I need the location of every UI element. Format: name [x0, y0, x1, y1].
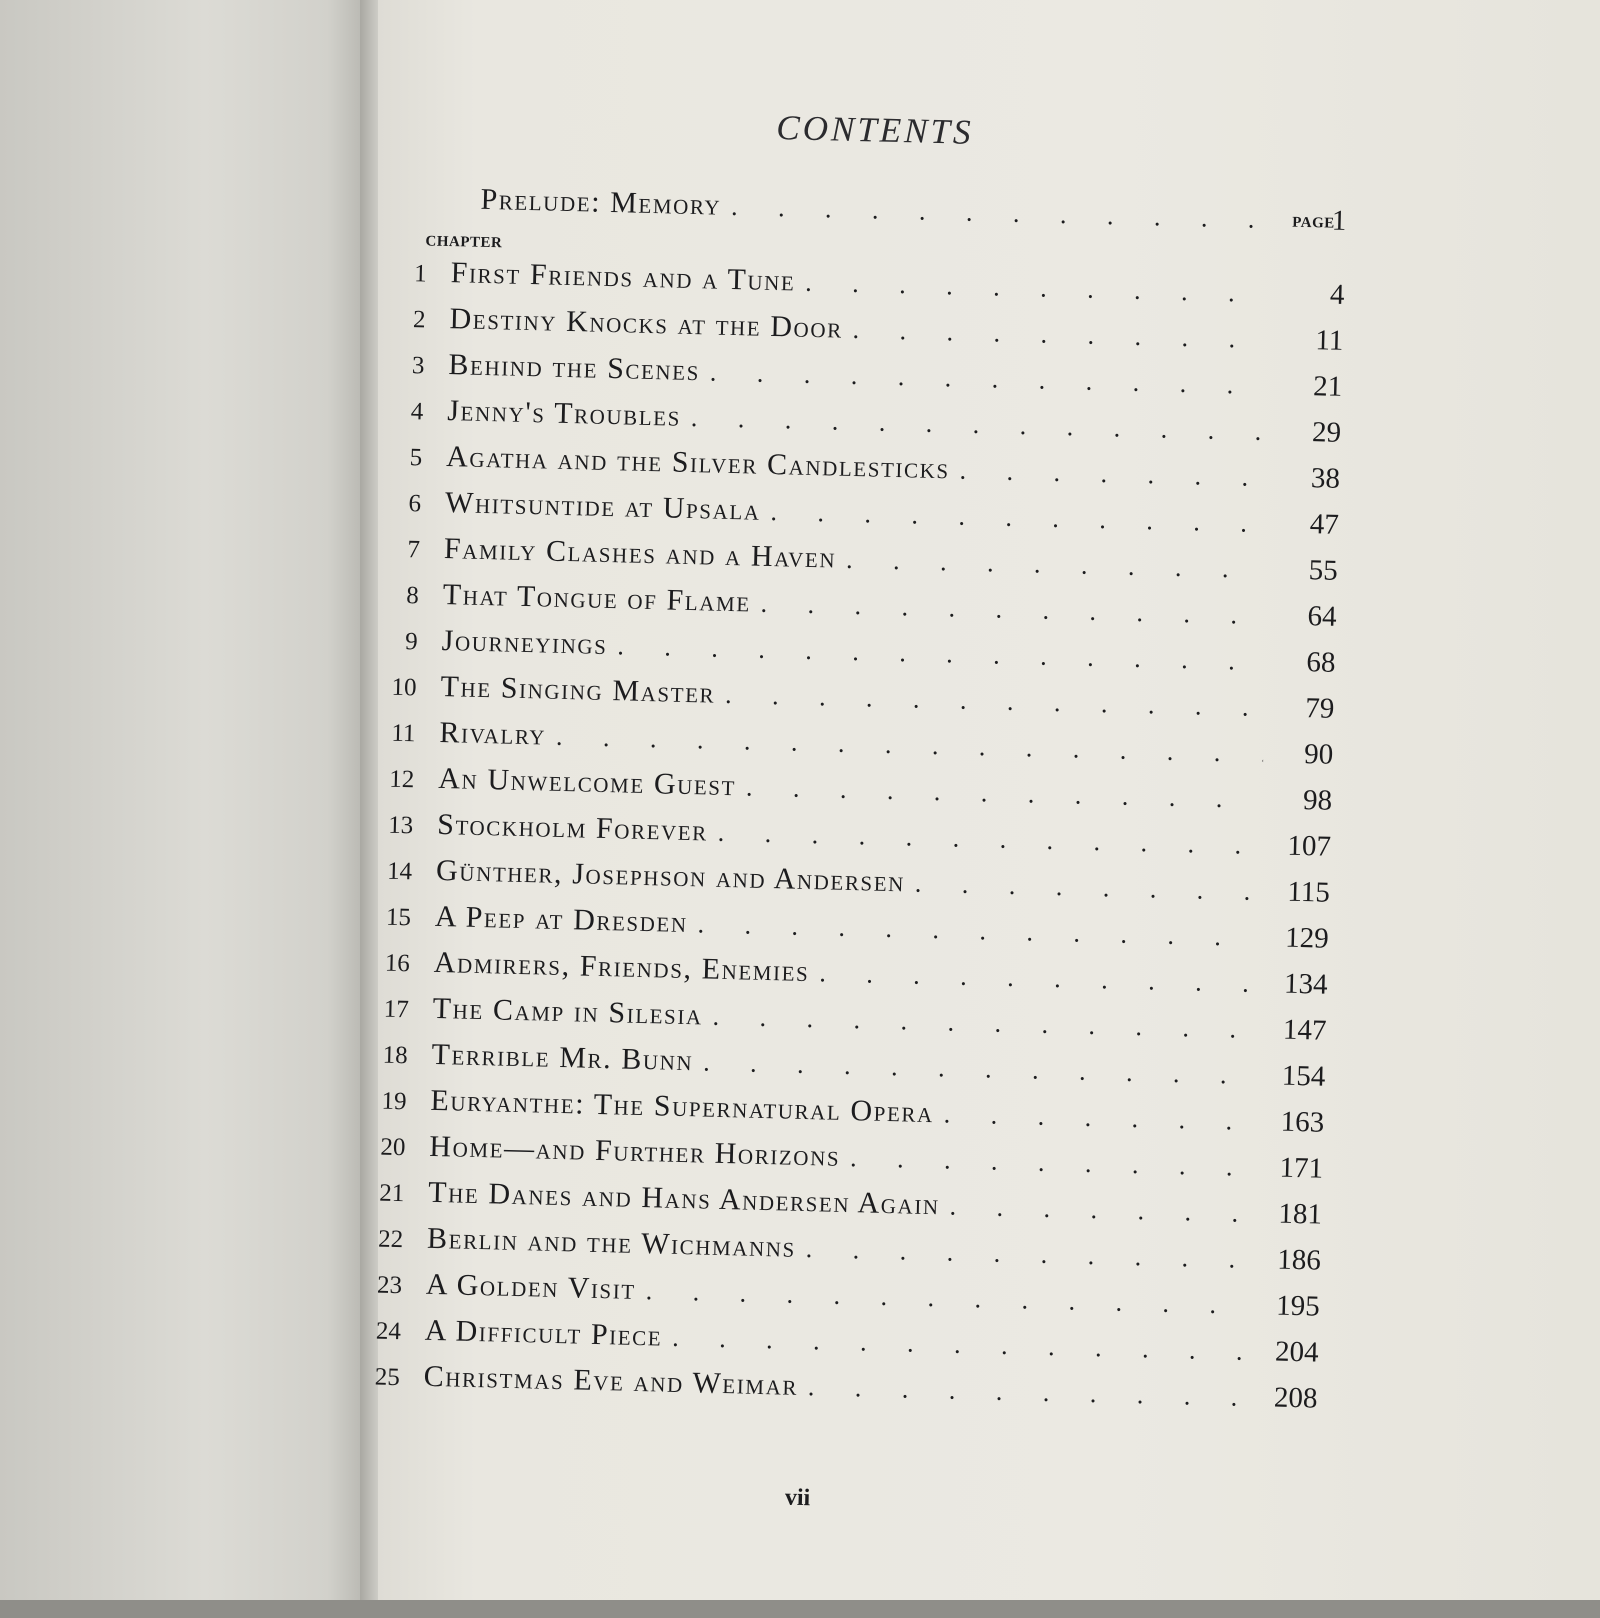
entry-title: Euryanthe: The Supernatural Opera	[430, 1083, 935, 1130]
entry-title: Berlin and the Wichmanns	[426, 1221, 797, 1264]
dot-leader	[949, 455, 1270, 493]
dot-leader	[721, 192, 1277, 236]
entry-page: 154	[1281, 1059, 1326, 1093]
entry-title: Behind the Scenes	[448, 348, 701, 388]
entry-number: 25	[374, 1363, 401, 1392]
dot-leader	[933, 1099, 1254, 1137]
entry-page: 115	[1287, 875, 1331, 909]
entry-number: 6	[408, 490, 422, 518]
entry-number: 15	[385, 903, 412, 932]
entry-title: Family Clashes and a Haven	[443, 532, 837, 575]
entry-title: A Golden Visit	[425, 1267, 637, 1306]
entry-number: 11	[391, 719, 416, 748]
entry-number: 17	[383, 995, 410, 1024]
entry-title: A Peep at Dresden	[434, 899, 689, 940]
entry-title: The Singing Master	[440, 669, 716, 710]
entry-page: 98	[1302, 784, 1333, 817]
entry-title: Journeyings	[441, 623, 608, 662]
dot-leader	[760, 497, 1269, 539]
dot-leader	[707, 818, 1261, 862]
dot-leader	[939, 1191, 1252, 1229]
entry-title: Terrible Mr. Bunn	[431, 1037, 694, 1078]
entry-page: 21	[1312, 370, 1343, 403]
entry-page: 38	[1310, 462, 1341, 495]
entry-title: That Tongue of Flame	[442, 577, 752, 619]
entry-number: 16	[384, 949, 411, 978]
dot-leader	[836, 545, 1268, 586]
entry-page: 147	[1282, 1013, 1327, 1047]
entry-title: Home—and Further Horizons	[429, 1129, 841, 1173]
entry-title: Whitsuntide at Upsala	[444, 486, 762, 527]
entry-page: 11	[1315, 324, 1344, 357]
entry-number: 18	[382, 1041, 408, 1070]
entry-number: 3	[411, 352, 425, 380]
entry-page: 47	[1309, 508, 1340, 541]
entry-title: The Danes and Hans Andersen Again	[427, 1175, 941, 1222]
entry-page: 181	[1278, 1197, 1323, 1231]
dot-leader	[687, 909, 1259, 953]
entry-title: Admirers, Friends, Enemies	[433, 945, 810, 989]
dot-leader	[795, 1234, 1251, 1275]
toc-entry-prelude	[386, 181, 1347, 244]
entry-number	[386, 206, 452, 208]
entry-title: Agatha and the Silver Candlesticks	[445, 440, 951, 486]
entry-title: First Friends and a Tune	[450, 256, 796, 298]
entry-number: 7	[407, 536, 421, 564]
dot-leader	[795, 268, 1275, 310]
entry-page: 1	[1331, 204, 1347, 237]
entry-page: 90	[1303, 738, 1334, 771]
entry-page: 107	[1287, 829, 1332, 863]
entry-title: The Camp in Silesia	[432, 991, 704, 1032]
entry-page: 186	[1277, 1243, 1322, 1277]
entry-title: Jenny's Troubles	[446, 394, 682, 433]
entry-page: 4	[1329, 278, 1345, 311]
dot-leader	[607, 631, 1266, 677]
entry-page: 208	[1273, 1381, 1318, 1415]
entry-number: 5	[409, 444, 423, 472]
entry-number: 20	[380, 1133, 406, 1162]
entry-page: 29	[1311, 416, 1342, 449]
entry-title: Günther, Josephson and Andersen	[435, 853, 906, 899]
entry-page: 195	[1275, 1289, 1321, 1323]
dot-leader	[842, 315, 1273, 356]
entry-number: 21	[378, 1179, 405, 1208]
entry-page: 163	[1280, 1105, 1325, 1139]
entry-number: 23	[376, 1271, 403, 1300]
dot-leader	[546, 722, 1264, 770]
entry-page: 134	[1283, 967, 1329, 1001]
dot-leader	[662, 1323, 1249, 1367]
dot-leader	[700, 357, 1273, 401]
entry-page: 129	[1284, 921, 1330, 955]
page-folio: vii	[784, 1484, 811, 1512]
entry-title: Stockholm Forever	[436, 807, 709, 848]
entry-title: A Difficult Piece	[424, 1313, 663, 1353]
dot-leader	[750, 589, 1267, 632]
entry-page: 68	[1306, 646, 1336, 679]
entry-page: 64	[1307, 600, 1338, 633]
dot-leader	[905, 868, 1261, 907]
entry-title: Rivalry	[439, 715, 547, 752]
entry-number: 10	[391, 673, 417, 702]
entry-page: 55	[1308, 554, 1339, 587]
entry-number: 19	[381, 1087, 407, 1116]
dot-leader	[840, 1143, 1254, 1183]
entry-title: Prelude: Memory	[480, 182, 722, 222]
entry-number: 4	[410, 398, 424, 426]
page-column-heading: PAGE	[1292, 214, 1335, 232]
contents-title: CONTENTS	[775, 108, 974, 152]
entry-number: 12	[389, 765, 415, 794]
dot-leader	[681, 403, 1272, 447]
dot-leader	[809, 958, 1258, 999]
chapter-column-heading: CHAPTER	[425, 233, 503, 252]
dot-leader	[635, 1276, 1250, 1321]
dot-leader	[693, 1047, 1256, 1091]
entry-title: Christmas Eve and Weimar	[423, 1359, 799, 1402]
entry-number: 8	[406, 582, 420, 610]
entry-page: 171	[1279, 1151, 1324, 1185]
entry-number: 14	[386, 857, 413, 886]
dot-leader	[715, 680, 1265, 723]
dot-leader	[702, 1001, 1256, 1045]
dot-leader	[798, 1372, 1248, 1413]
entry-number: 2	[412, 306, 426, 334]
entry-number: 13	[387, 811, 414, 840]
entry-number: 9	[404, 628, 419, 656]
dot-leader	[736, 772, 1263, 815]
entry-number: 22	[377, 1225, 404, 1254]
entry-page: 79	[1304, 692, 1335, 725]
entry-page: 204	[1274, 1335, 1320, 1369]
entry-title: Destiny Knocks at the Door	[449, 302, 844, 345]
entry-number: 1	[413, 260, 428, 288]
entry-title: An Unwelcome Guest	[438, 761, 737, 803]
entry-number: 24	[375, 1317, 402, 1346]
